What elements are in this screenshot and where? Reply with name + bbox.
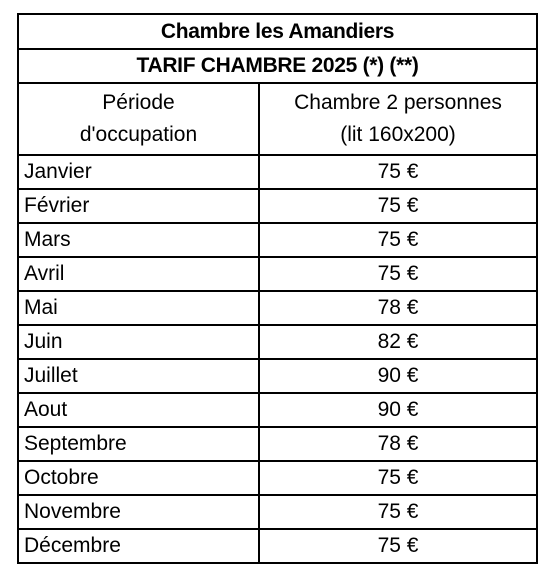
month-cell: Mars (18, 223, 259, 257)
month-cell: Aout (18, 393, 259, 427)
header-room-line1: Chambre 2 personnes (294, 91, 502, 114)
price-cell: 75 € (259, 223, 537, 257)
header-row (18, 83, 537, 155)
table-row (18, 325, 537, 359)
table-row (18, 359, 537, 393)
price-cell: 75 € (259, 461, 537, 495)
header-room-line2: (lit 160x200) (340, 123, 456, 146)
tariff-sheet (17, 13, 536, 564)
table-row (18, 223, 537, 257)
price-cell: 75 € (259, 529, 537, 563)
table-row (18, 155, 537, 189)
header-period (18, 83, 259, 155)
table-row (18, 257, 537, 291)
price-cell: 82 € (259, 325, 537, 359)
price-cell: 78 € (259, 291, 537, 325)
price-cell: 78 € (259, 427, 537, 461)
price-cell: 75 € (259, 495, 537, 529)
table-row (18, 189, 537, 223)
month-cell: Mai (18, 291, 259, 325)
title-row (18, 14, 537, 49)
table-row (18, 427, 537, 461)
month-cell: Janvier (18, 155, 259, 189)
tariff-table (17, 13, 538, 564)
price-cell: 75 € (259, 257, 537, 291)
header-period-line2: d'occupation (79, 123, 198, 146)
header-period-line1: Période (102, 91, 175, 114)
month-cell: Février (18, 189, 259, 223)
table-row (18, 291, 537, 325)
price-cell: 90 € (259, 359, 537, 393)
month-cell: Septembre (18, 427, 259, 461)
price-cell: 75 € (259, 155, 537, 189)
table-title: Chambre les Amandiers (18, 14, 537, 49)
month-cell: Avril (18, 257, 259, 291)
price-cell: 90 € (259, 393, 537, 427)
table-row (18, 495, 537, 529)
month-cell: Juillet (18, 359, 259, 393)
month-cell: Octobre (18, 461, 259, 495)
subtitle-row (18, 49, 537, 83)
header-room (259, 83, 537, 155)
month-cell: Juin (18, 325, 259, 359)
table-row (18, 393, 537, 427)
table-row (18, 461, 537, 495)
month-cell: Décembre (18, 529, 259, 563)
price-cell: 75 € (259, 189, 537, 223)
month-cell: Novembre (18, 495, 259, 529)
table-row (18, 529, 537, 563)
table-subtitle: TARIF CHAMBRE 2025 (*) (**) (18, 49, 537, 83)
